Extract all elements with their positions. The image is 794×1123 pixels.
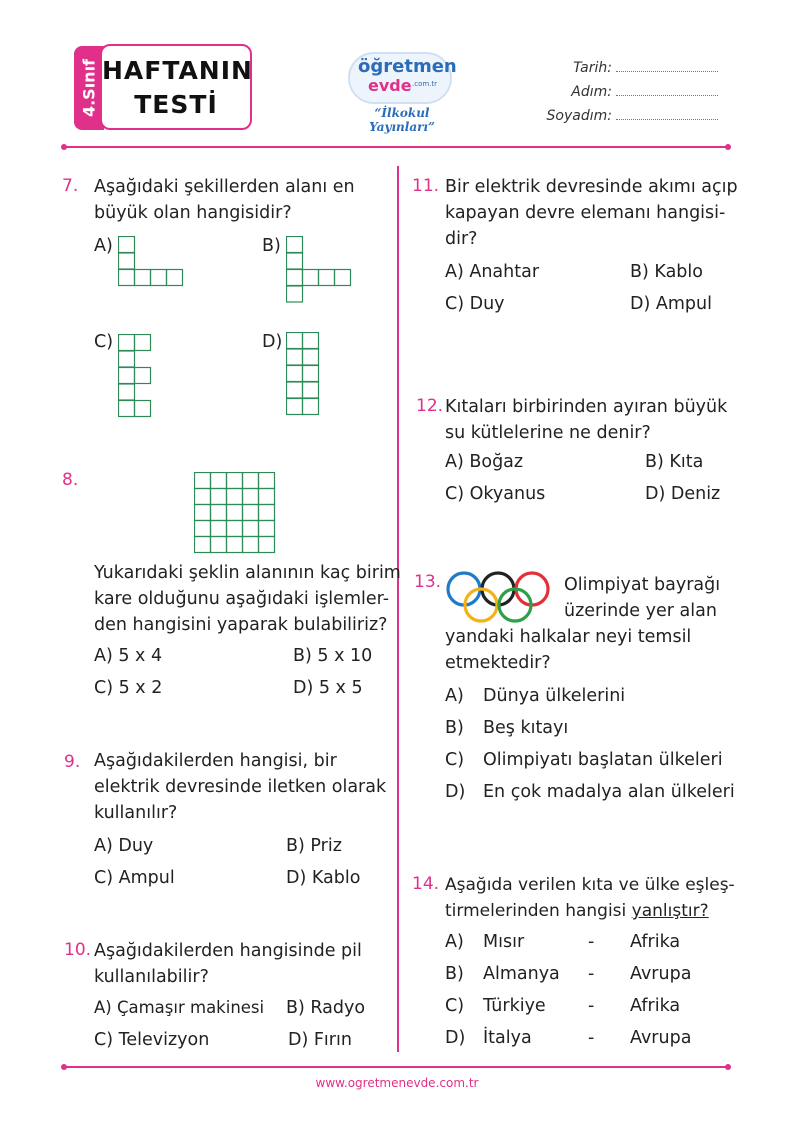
q14-option-c[interactable]: [445, 996, 705, 1020]
q13-option-c-letter: C): [445, 750, 465, 770]
q8-number: 8.: [62, 470, 79, 490]
logo: [340, 44, 462, 134]
q12-number: 12.: [416, 396, 444, 416]
q11-option-a[interactable]: A) Anahtar: [445, 262, 540, 282]
q11-option-d[interactable]: D) Ampul: [630, 294, 712, 314]
q14-option-d-country: İtalya: [483, 1028, 532, 1048]
q13-option-d-text: En çok madalya alan ülkeleri: [483, 782, 735, 802]
grade-label: 4.Sınıf: [79, 58, 99, 118]
q9-number: 9.: [64, 752, 81, 772]
q14-option-a-dash: -: [588, 932, 595, 952]
date-field[interactable]: [540, 60, 718, 76]
q14-number: 14.: [412, 874, 440, 894]
q10-text-line-1: Aşağıdakilerden hangisinde pil: [94, 941, 362, 961]
q13-option-d-letter: D): [445, 782, 466, 802]
q13-text-main: [445, 624, 691, 676]
title-line-1: HAFTANIN: [102, 56, 253, 85]
grid-cell: [211, 537, 227, 553]
logo-domain: .com.tr: [412, 80, 438, 88]
q13-option-d[interactable]: [445, 782, 735, 802]
grid-cell: [211, 473, 227, 489]
q11-option-c[interactable]: C) Duy: [445, 294, 505, 314]
q9-text-line-3: kullanılır?: [94, 803, 178, 823]
q7-option-a-figure: [118, 236, 184, 288]
grid-cell: [195, 489, 211, 505]
grid-cell: [259, 473, 275, 489]
q10-option-b[interactable]: B) Radyo: [286, 998, 366, 1018]
q11-text: [445, 174, 738, 252]
q13-option-b-letter: B): [445, 718, 464, 738]
q14-option-c-country: Türkiye: [483, 996, 546, 1016]
q13-option-c-text: Olimpiyatı başlatan ülkeleri: [483, 750, 723, 770]
grid-cell: [243, 537, 259, 553]
grid-cell: [259, 537, 275, 553]
grid-cell: [227, 473, 243, 489]
q10-text: [94, 938, 362, 990]
q14-option-d[interactable]: [445, 1028, 705, 1052]
q14-text-line-2: [445, 898, 735, 924]
surname-line[interactable]: [616, 119, 718, 120]
q11-text-line-1: Bir elektrik devresinde akımı açıp: [445, 177, 738, 197]
q10-option-c[interactable]: C) Televizyon: [94, 1030, 210, 1050]
logo-text-2: evde: [368, 76, 412, 95]
footer-divider: [64, 1066, 728, 1068]
q10-option-a[interactable]: A) Çamaşır makinesi: [94, 998, 265, 1017]
q13-number: 13.: [414, 572, 442, 592]
grid-cell: [195, 521, 211, 537]
q14-text-line-2-prefix: tirmelerinden hangisi: [445, 901, 632, 921]
grid-cell: [243, 505, 259, 521]
q14-text: [445, 872, 735, 924]
title-line-2: TESTİ: [134, 90, 218, 119]
olympic-rings-icon: [444, 570, 556, 624]
q12-text-line-2: su kütlelerine ne denir?: [445, 423, 651, 443]
q9-text-line-1: Aşağıdakilerden hangisi, bir: [94, 751, 337, 771]
q14-option-c-dash: -: [588, 996, 595, 1016]
date-line[interactable]: [616, 71, 718, 72]
q14-option-c-continent: Afrika: [630, 996, 681, 1016]
q12-option-d[interactable]: D) Deniz: [645, 484, 721, 504]
grid-cell: [243, 489, 259, 505]
grid-cell: [195, 505, 211, 521]
q9-text-line-2: elektrik devresinde iletken olarak: [94, 777, 387, 797]
q13-text-side: [564, 572, 720, 624]
q14-option-a-letter: A): [445, 932, 464, 952]
grid-cell: [195, 537, 211, 553]
q11-text-line-2: kapayan devre elemanı hangisi-: [445, 203, 726, 223]
name-field[interactable]: [540, 84, 718, 100]
q9-text: [94, 748, 386, 826]
q13-option-b[interactable]: [445, 718, 569, 738]
q13-option-a-text: Dünya ülkelerini: [483, 686, 626, 706]
q7-option-a-label[interactable]: A): [94, 236, 113, 256]
q14-emphasis: yanlıştır?: [631, 901, 709, 921]
grid-cell: [195, 473, 211, 489]
title-box: [100, 44, 252, 130]
q7-option-c-figure: [118, 334, 154, 420]
q8-text-line-1: Yukarıdaki şeklin alanının kaç birim: [94, 563, 401, 583]
q14-option-d-dash: -: [588, 1028, 595, 1048]
q9-option-d[interactable]: D) Kablo: [286, 868, 361, 888]
q14-option-c-letter: C): [445, 996, 465, 1016]
q14-text-line-1: Aşağıda verilen kıta ve ülke eşleş-: [445, 875, 735, 895]
q14-option-b[interactable]: [445, 964, 705, 988]
q14-option-d-continent: Avrupa: [630, 1028, 692, 1048]
q8-option-a[interactable]: A) 5 x 4: [94, 646, 163, 666]
q8-grid-figure: [194, 472, 276, 554]
q10-text-line-2: kullanılabilir?: [94, 967, 209, 987]
grid-cell: [211, 489, 227, 505]
q8-text: [94, 560, 401, 638]
q14-option-b-dash: -: [588, 964, 595, 984]
q13-text-line-3: yandaki halkalar neyi temsil: [445, 627, 692, 647]
q13-text-line-1: Olimpiyat bayrağı: [564, 575, 721, 595]
q11-text-line-3: dir?: [445, 229, 478, 249]
logo-text-1: öğretmen: [358, 56, 457, 77]
grid-cell: [227, 537, 243, 553]
q11-option-b[interactable]: B) Kablo: [630, 262, 703, 282]
footer-url[interactable]: www.ogretmenevde.com.tr: [315, 1076, 479, 1090]
q14-option-a-country: Mısır: [483, 932, 525, 952]
q10-option-d[interactable]: D) Fırın: [288, 1030, 352, 1050]
q7-option-d-figure: [286, 332, 322, 418]
q12-text: [445, 394, 727, 446]
q7-text-line-2: büyük olan hangisidir?: [94, 203, 292, 223]
q8-option-b[interactable]: B) 5 x 10: [293, 646, 373, 666]
header-divider: [64, 146, 728, 148]
name-line[interactable]: [616, 95, 718, 96]
q13-option-a[interactable]: [445, 686, 626, 706]
q9-option-c[interactable]: C) Ampul: [94, 868, 175, 888]
q7-number: 7.: [62, 176, 79, 196]
q8-option-c[interactable]: C) 5 x 2: [94, 678, 163, 698]
q12-option-c[interactable]: C) Okyanus: [445, 484, 546, 504]
q14-option-b-letter: B): [445, 964, 464, 984]
q7-text: [94, 174, 355, 226]
grid-cell: [259, 505, 275, 521]
q14-option-b-continent: Avrupa: [630, 964, 692, 984]
date-label: Tarih:: [573, 60, 612, 76]
q7-option-b-label[interactable]: B): [262, 236, 281, 256]
q7-text-line-1: Aşağıdaki şekillerden alanı en: [94, 177, 355, 197]
q13-option-a-letter: A): [445, 686, 464, 706]
surname-field[interactable]: [540, 108, 718, 124]
q7-option-d-label[interactable]: D): [262, 332, 283, 352]
q13-text-line-2: üzerinde yer alan: [564, 601, 717, 621]
grid-cell: [211, 521, 227, 537]
q12-text-line-1: Kıtaları birbirinden ayıran büyük: [445, 397, 728, 417]
grid-cell: [227, 505, 243, 521]
q9-option-b[interactable]: B) Priz: [286, 836, 342, 856]
q14-option-a[interactable]: [445, 932, 705, 956]
q8-text-line-3: den hangisini yaparak bulabiliriz?: [94, 615, 388, 635]
q8-option-d[interactable]: D) 5 x 5: [293, 678, 363, 698]
q13-option-c[interactable]: [445, 750, 723, 770]
grid-cell: [259, 521, 275, 537]
q9-option-a[interactable]: A) Duy: [94, 836, 154, 856]
q8-text-line-2: kare olduğunu aşağıdaki işlemler-: [94, 589, 390, 609]
surname-label: Soyadım:: [546, 108, 612, 124]
logo-tagline: “İlkokul Yayınları”: [369, 106, 435, 134]
q7-option-c-label[interactable]: C): [94, 332, 114, 352]
q14-option-b-country: Almanya: [483, 964, 560, 984]
q14-option-d-letter: D): [445, 1028, 466, 1048]
grid-cell: [227, 489, 243, 505]
q12-option-a[interactable]: A) Boğaz: [445, 452, 524, 472]
grid-cell: [243, 473, 259, 489]
q11-number: 11.: [412, 176, 440, 196]
q13-option-b-text: Beş kıtayı: [483, 718, 569, 738]
q7-option-b-figure: [286, 236, 354, 304]
grid-cell: [243, 521, 259, 537]
name-label: Adım:: [571, 84, 612, 100]
q14-option-a-continent: Afrika: [630, 932, 681, 952]
grid-cell: [259, 489, 275, 505]
q13-text-line-4: etmektedir?: [445, 653, 551, 673]
grid-cell: [227, 521, 243, 537]
q12-option-b[interactable]: B) Kıta: [645, 452, 704, 472]
q10-number: 10.: [64, 940, 92, 960]
grid-cell: [211, 505, 227, 521]
